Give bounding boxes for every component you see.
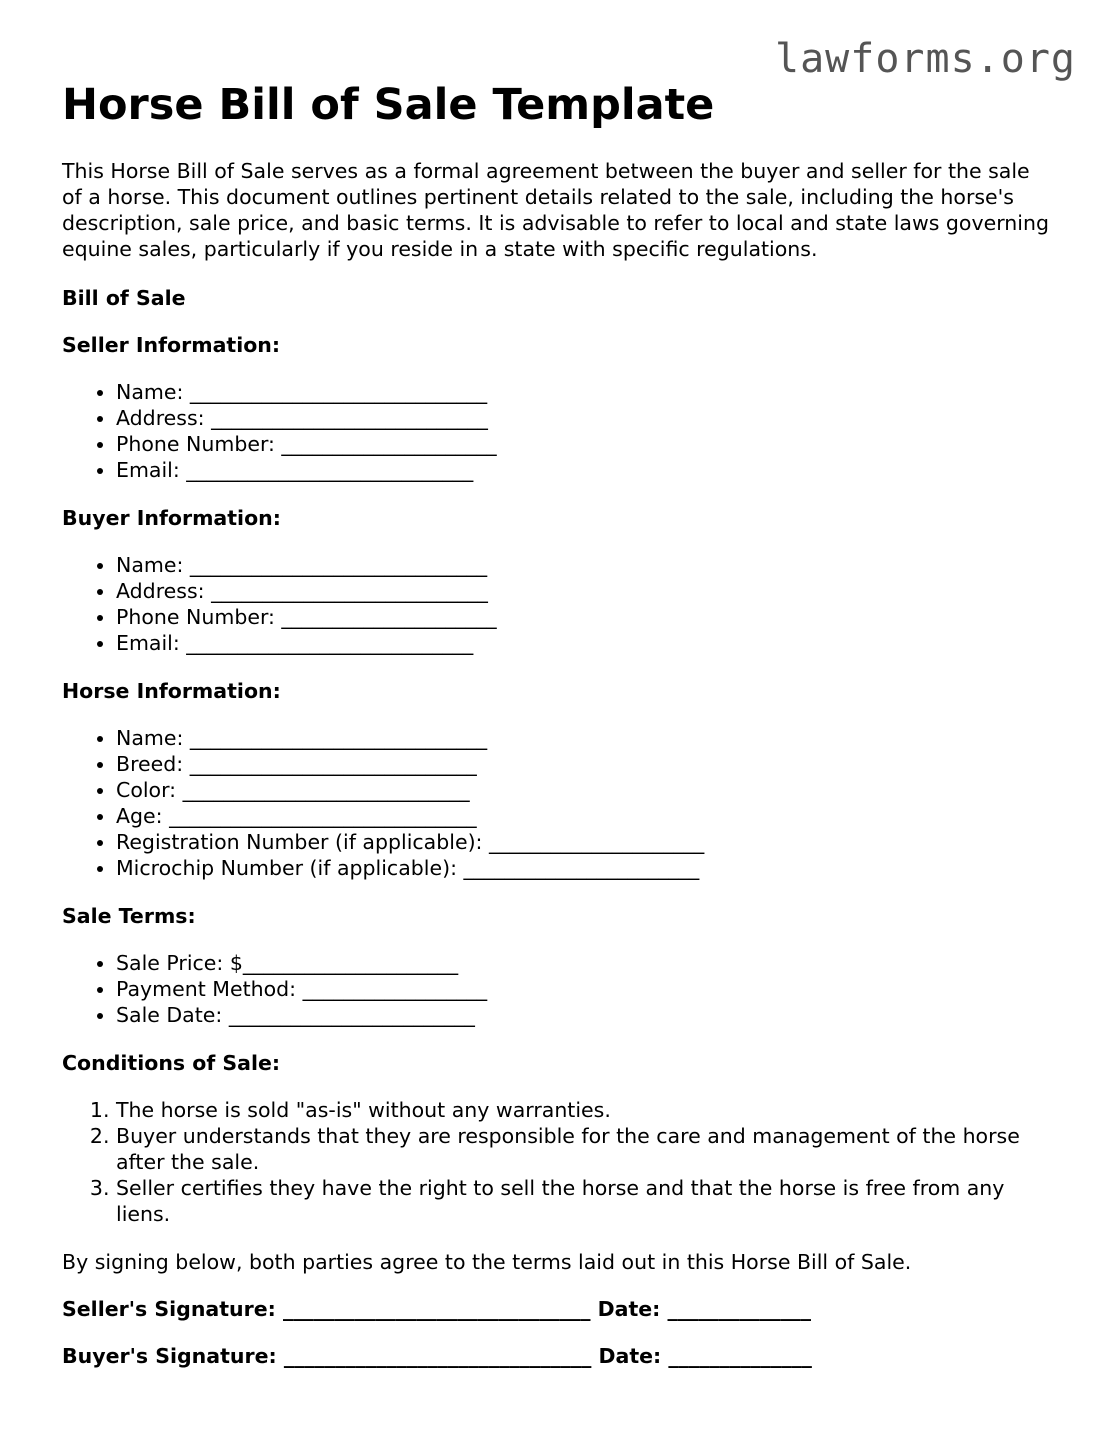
condition-item: 3. Seller certifies they have the right to sell the horse and that the horse is free from any liens.	[116, 1175, 1052, 1227]
watermark: lawforms.org	[775, 36, 1076, 82]
sale-date-field[interactable]: • Sale Date: ________________________	[116, 1002, 1052, 1028]
horse-info-heading: Horse Information:	[62, 679, 281, 703]
seller-address-field[interactable]: • Address: ___________________________	[116, 405, 1052, 431]
horse-breed-field[interactable]: • Breed: ____________________________	[116, 751, 1052, 777]
seller-name-field[interactable]: • Name: _____________________________	[116, 379, 1052, 405]
agreement-statement: By signing below, both parties agree to the terms laid out in this Horse Bill of Sale.	[62, 1250, 912, 1274]
sale-terms-list	[62, 950, 1052, 1028]
horse-color-field[interactable]: • Color: ____________________________	[116, 777, 1052, 803]
horse-microchip-field[interactable]: • Microchip Number (if applicable): _______________________	[116, 855, 1052, 881]
condition-item: 2. Buyer understands that they are responsible for the care and management of the horse after the sale.	[116, 1123, 1052, 1175]
buyer-name-field[interactable]: • Name: _____________________________	[116, 552, 1052, 578]
buyer-phone-field[interactable]: • Phone Number: _____________________	[116, 604, 1052, 630]
horse-info-list	[62, 725, 1052, 881]
intro-paragraph: This Horse Bill of Sale serves as a formal agreement between the buyer and seller for the sale of a horse. This document outlines pertinent details related to the sale, including the horse's description, sale price, and basic terms. It is advisable to refer to local and state laws governing equine sales, particularly if you reside in a state with specific regulations.	[62, 159, 1049, 261]
seller-signature-line[interactable]: Seller's Signature: ______________________________ Date: ______________	[62, 1297, 812, 1321]
seller-phone-field[interactable]: • Phone Number: _____________________	[116, 431, 1052, 457]
condition-item: 1. The horse is sold "as-is" without any warranties.	[116, 1097, 1052, 1123]
sale-terms-heading: Sale Terms:	[62, 904, 196, 928]
buyer-signature-line[interactable]: Buyer's Signature: ______________________________ Date: ______________	[62, 1344, 812, 1368]
buyer-info-list	[62, 552, 1052, 656]
horse-registration-field[interactable]: • Registration Number (if applicable): _____________________	[116, 829, 1052, 855]
conditions-list	[62, 1097, 1052, 1227]
payment-method-field[interactable]: • Payment Method: __________________	[116, 976, 1052, 1002]
horse-name-field[interactable]: • Name: _____________________________	[116, 725, 1052, 751]
seller-email-field[interactable]: • Email: ____________________________	[116, 457, 1052, 483]
buyer-email-field[interactable]: • Email: ____________________________	[116, 630, 1052, 656]
sale-price-field[interactable]: • Sale Price: $_____________________	[116, 950, 1052, 976]
conditions-heading: Conditions of Sale:	[62, 1051, 281, 1075]
horse-age-field[interactable]: • Age: ______________________________	[116, 803, 1052, 829]
bill-of-sale-heading: Bill of Sale	[62, 286, 186, 310]
document-page	[62, 78, 1052, 1390]
page-title: Horse Bill of Sale Template	[62, 80, 715, 130]
buyer-info-heading: Buyer Information:	[62, 506, 281, 530]
seller-info-list	[62, 379, 1052, 483]
seller-info-heading: Seller Information:	[62, 333, 281, 357]
buyer-address-field[interactable]: • Address: ___________________________	[116, 578, 1052, 604]
